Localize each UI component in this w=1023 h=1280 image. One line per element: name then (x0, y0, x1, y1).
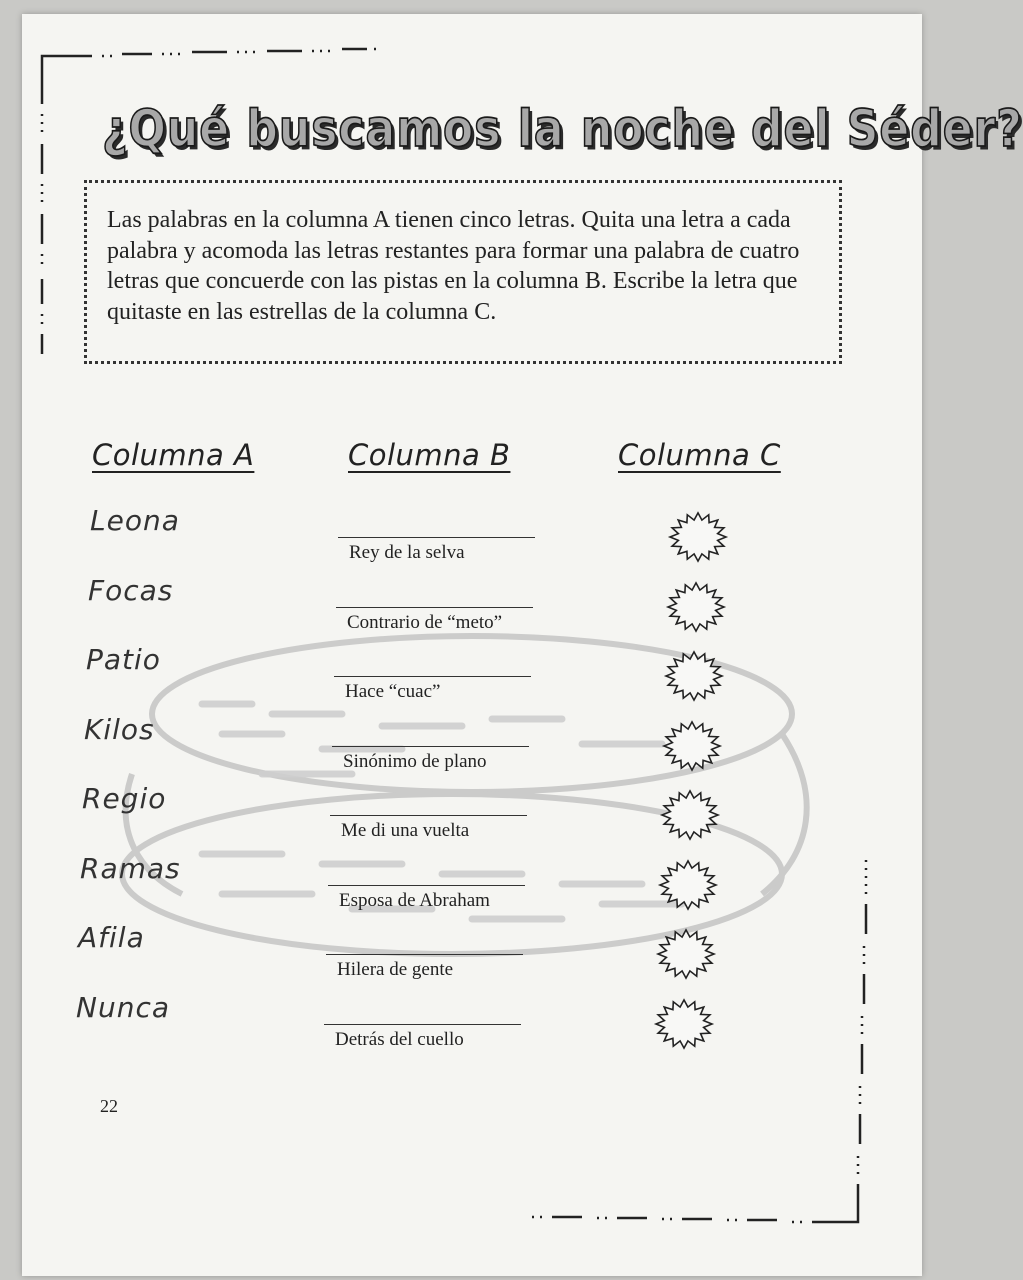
star-outline-icon[interactable] (666, 582, 726, 632)
column-a-header: Columna A (92, 438, 255, 472)
star-outline-icon[interactable] (654, 999, 714, 1049)
answer-line[interactable] (338, 537, 535, 538)
star-outline-icon[interactable] (664, 651, 724, 701)
column-b-clue: Contrario de “meto” (347, 611, 503, 633)
column-b-clue: Hilera de gente (337, 959, 454, 980)
column-a-word: Patio (86, 643, 161, 676)
instructions-box (84, 180, 842, 364)
star-outline-icon[interactable] (662, 721, 722, 771)
star-outline-icon[interactable] (656, 929, 716, 979)
column-b-clue: Sinónimo de plano (343, 750, 487, 772)
column-b-clue: Hace “cuac” (345, 681, 441, 702)
column-c-header: Columna C (618, 438, 781, 472)
page-number: 22 (100, 1096, 118, 1116)
answer-line[interactable] (326, 954, 523, 955)
column-a-word: Nunca (76, 990, 170, 1024)
column-b-header: Columna B (348, 438, 511, 472)
answer-line[interactable] (328, 885, 525, 886)
answer-line[interactable] (336, 607, 533, 608)
worksheet-page (22, 14, 1023, 1276)
star-outline-icon[interactable] (668, 512, 728, 562)
page-title: ¿Qué buscamos la noche del Séder? (102, 100, 1023, 159)
column-a-word: Kilos (84, 712, 155, 746)
column-a-word: Regio (82, 782, 167, 815)
column-b-clue: Detrás del cuello (335, 1028, 464, 1050)
column-a-word: Ramas (80, 851, 181, 885)
column-a-word: Focas (88, 573, 174, 607)
answer-line[interactable] (324, 1024, 521, 1025)
column-a-word: Afila (78, 921, 145, 954)
column-a-word: Leona (90, 504, 180, 537)
column-b-clue: Rey de la selva (349, 542, 465, 563)
column-b-clue: Esposa de Abraham (339, 889, 490, 911)
instructions-text: Las palabras en la columna A tienen cinco letras. Quita una letra a cada palabra y acomoda las letras restantes para formar una palabra de cuatro letras que concuerde con las pistas en la columna B. Escribe la letra que quitaste en las estrellas de la columna C. (107, 207, 800, 325)
answer-line[interactable] (330, 815, 527, 816)
star-outline-icon[interactable] (658, 860, 718, 910)
answer-line[interactable] (334, 676, 531, 677)
column-b-clue: Me di una vuelta (341, 820, 470, 841)
answer-line[interactable] (332, 746, 529, 747)
star-outline-icon[interactable] (660, 790, 720, 840)
